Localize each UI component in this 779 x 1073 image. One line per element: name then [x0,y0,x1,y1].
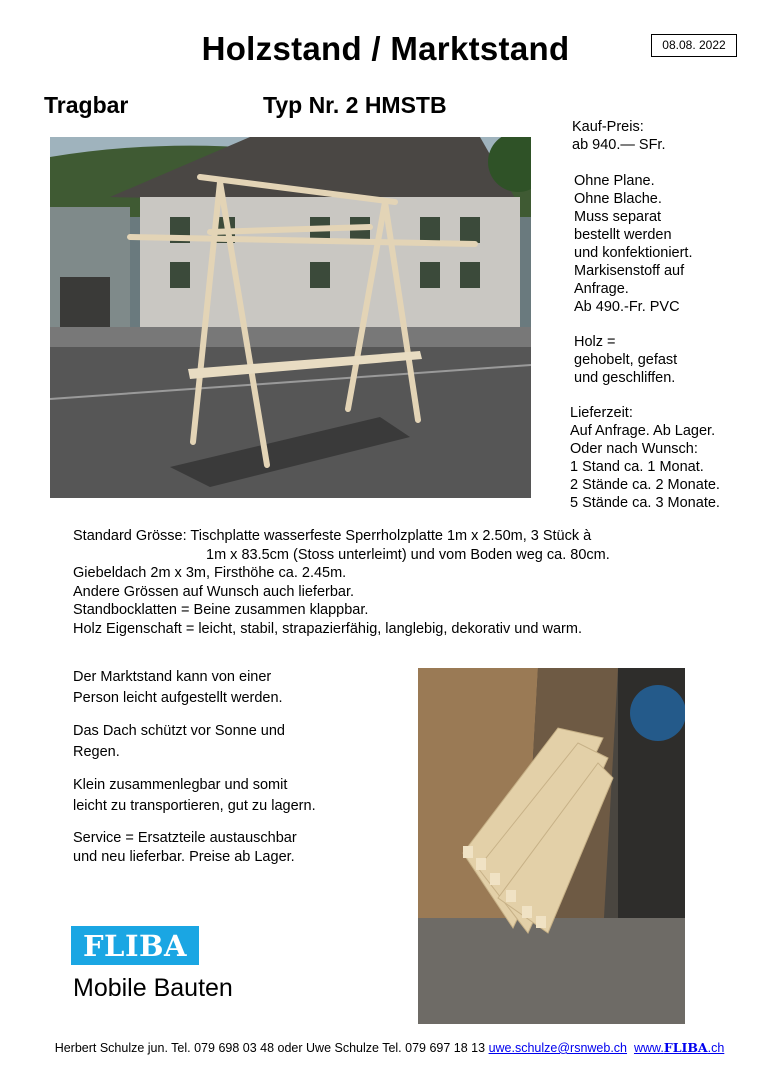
features-block [73,667,393,879]
delivery-line: 5 Stände ca. 3 Monate. [570,495,720,511]
spec-line: Holz Eigenschaft = leicht, stabil, strapazierfähig, langlebig, dekorativ und warm. [73,620,582,637]
specs-block [73,527,610,638]
spec-line: Standard Grösse: Tischplatte wasserfeste Sperrholzplatte 1m x 2.50m, 3 Stück à [73,528,592,544]
delivery-line: 2 Stände ca. 2 Monate. [570,477,720,493]
feature-paragraph: Klein zusammenlegbar und somit leicht zu transportieren, gut zu lagern. [73,777,316,814]
website-brand: FLIBA [663,1040,708,1055]
spec-line: Andere Grössen auf Wunsch auch lieferbar. [73,583,355,600]
delivery-line: Oder nach Wunsch: [570,441,698,457]
subtitle-type-number: Typ Nr. 2 HMSTB [263,92,447,118]
tarp-line: Ohne Plane. [574,173,655,189]
tarp-line: und konfektioniert. [574,245,693,261]
subtitle-portable: Tragbar [44,92,129,118]
website-prefix: www. [633,1041,664,1055]
price-value: ab 940.— SFr. [572,137,666,153]
email-link[interactable]: uwe.schulze@rsnweb.ch [488,1041,628,1055]
feature-paragraph: Der Marktstand kann von einer Person leicht aufgestellt werden. [73,669,283,706]
wood-line: Holz = [574,334,616,350]
tarp-line: Muss separat [574,209,662,225]
footer-contact: Herbert Schulze jun. Tel. 079 698 03 48 oder Uwe Schulze Tel. 079 697 18 13 [54,1041,486,1055]
price-label: Kauf-Preis: [572,119,644,135]
fliba-logo: FLIBA [71,926,199,965]
lumber-stack-photo [418,668,685,1024]
footer [0,1040,779,1055]
feature-paragraph: Das Dach schützt vor Sonne und Regen. [73,723,285,760]
website-suffix: .ch [707,1041,725,1055]
delivery-line: 1 Stand ca. 1 Monat. [570,459,704,475]
spec-line: Giebeldach 2m x 3m, Firsthöhe ca. 2.45m. [73,565,347,581]
wood-line: und geschliffen. [574,370,676,386]
brand-tagline: Mobile Bauten [73,974,233,1002]
tarp-line: bestellt werden [574,227,672,243]
wood-line: gehobelt, gefast [574,352,678,368]
website-link[interactable] [634,1041,724,1055]
page-title: Holzstand / Marktstand [201,30,570,67]
tarp-line: Ohne Blache. [574,191,662,207]
delivery-line: Lieferzeit: [570,405,633,421]
tarp-block [574,172,693,316]
price-block [572,118,666,154]
wood-block [574,333,677,387]
tarp-line: Anfrage. [574,281,629,297]
tarp-line: Markisenstoff auf [574,263,685,279]
spec-line: Standbocklatten = Beine zusammen klappbar. [73,602,369,618]
delivery-block [570,404,720,512]
spec-line: 1m x 83.5cm (Stoss unterleimt) und vom Boden weg ca. 80cm. [206,546,610,563]
feature-paragraph: Service = Ersatzteile austauschbar und neu lieferbar. Preise ab Lager. [73,830,297,865]
date-box: 08.08. 2022 [651,34,737,57]
tarp-line: Ab 490.-Fr. PVC [574,299,680,315]
delivery-line: Auf Anfrage. Ab Lager. [570,423,716,439]
market-stand-photo [50,137,531,498]
